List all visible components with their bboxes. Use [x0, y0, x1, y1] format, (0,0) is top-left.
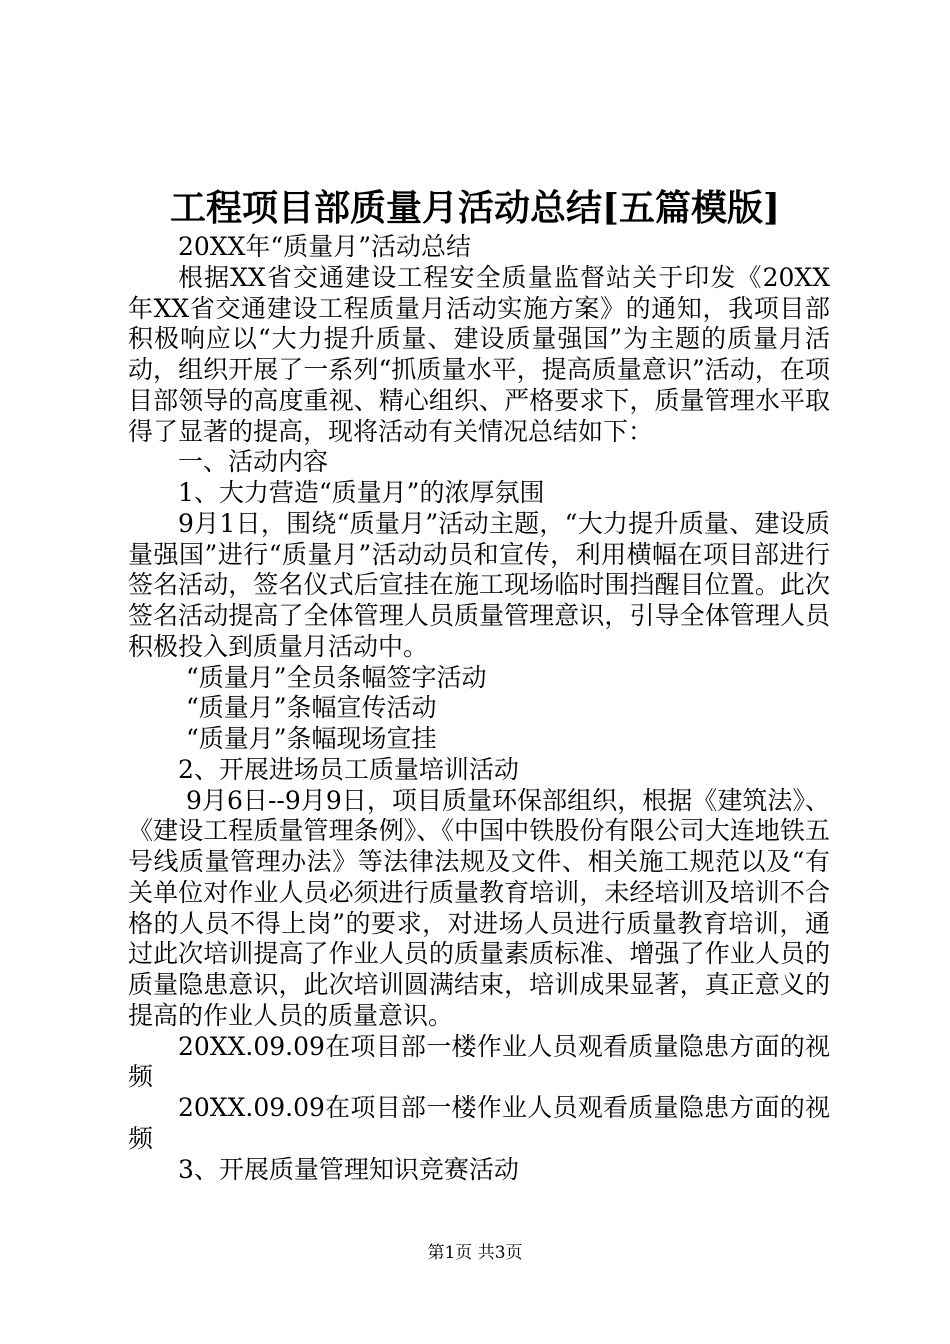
intro-paragraph: 根据XX省交通建设工程安全质量监督站关于印发《20XX年XX省交通建设工程质量月活动实施方案》的通知，我项目部积极响应以“大力提升质量、建设质量强国”为主题的质量月活动，组织开展了一系列“抓质量水平，提高质量意识”活动，在项目部领导的高度重视、精心组织、严格要求下，质量管理水平取得了显著的提高，现将活动有关情况总结如下：: [128, 262, 830, 446]
photo-caption-signing: “质量月”全员条幅签字活动: [186, 662, 487, 692]
photo-caption-banner-onsite: “质量月”条幅现场宣挂: [186, 724, 437, 753]
page-footer: 第1页 共3页: [427, 1243, 523, 1263]
page-title: 工程项目部质量月活动总结[五篇模版]: [169, 187, 781, 229]
photo-caption-video-2: 20XX.09.09在项目部一楼作业人员观看质量隐患方面的视频: [128, 1093, 830, 1153]
photo-caption-video-1: 20XX.09.09在项目部一楼作业人员观看质量隐患方面的视频: [128, 1031, 830, 1092]
photo-caption-banner-promotion: “质量月”条幅宣传活动: [186, 693, 437, 723]
section-heading-activity-content: 一、活动内容: [178, 447, 329, 477]
subsection-1-paragraph: 9月1日，围绕“质量月”活动主题，“大力提升质量、建设质量强国”进行“质量月”活动动员和宣传，利用横幅在项目部进行签名活动，签名仪式后宣挂在施工现场临时围挡醒目位置。此次签名活动提高了全体管理人员质量管理意识，引导全体管理人员积极投入到质量月活动中。: [128, 508, 830, 661]
document-body: [128, 232, 830, 1185]
subsection-2-paragraph: 9月6日--9月9日，项目质量环保部组织，根据《建筑法》、《建设工程质量管理条例》、《中国中铁股份有限公司大连地铁五号线质量管理办法》等法律法规及文件、相关施工规范以及“有关单位对作业人员必须进行质量教育培训，未经培训及培训不合格的人员不得上岗”的要求，对进场人员进行质量教育培训，通过此次培训提高了作业人员的质量素质标准、增强了作业人员的质量隐患意识，此次培训圆满结束，培训成果显著，真正意义的提高的作业人员的质量意识。: [128, 785, 830, 1030]
subsection-heading-2: 2、开展进场员工质量培训活动: [178, 754, 519, 784]
subsection-heading-1: 1、大力营造“质量月”的浓厚氛围: [178, 478, 545, 507]
subsection-heading-3: 3、开展质量管理知识竞赛活动: [178, 1154, 519, 1184]
summary-heading: 20XX年“质量月”活动总结: [178, 232, 471, 261]
